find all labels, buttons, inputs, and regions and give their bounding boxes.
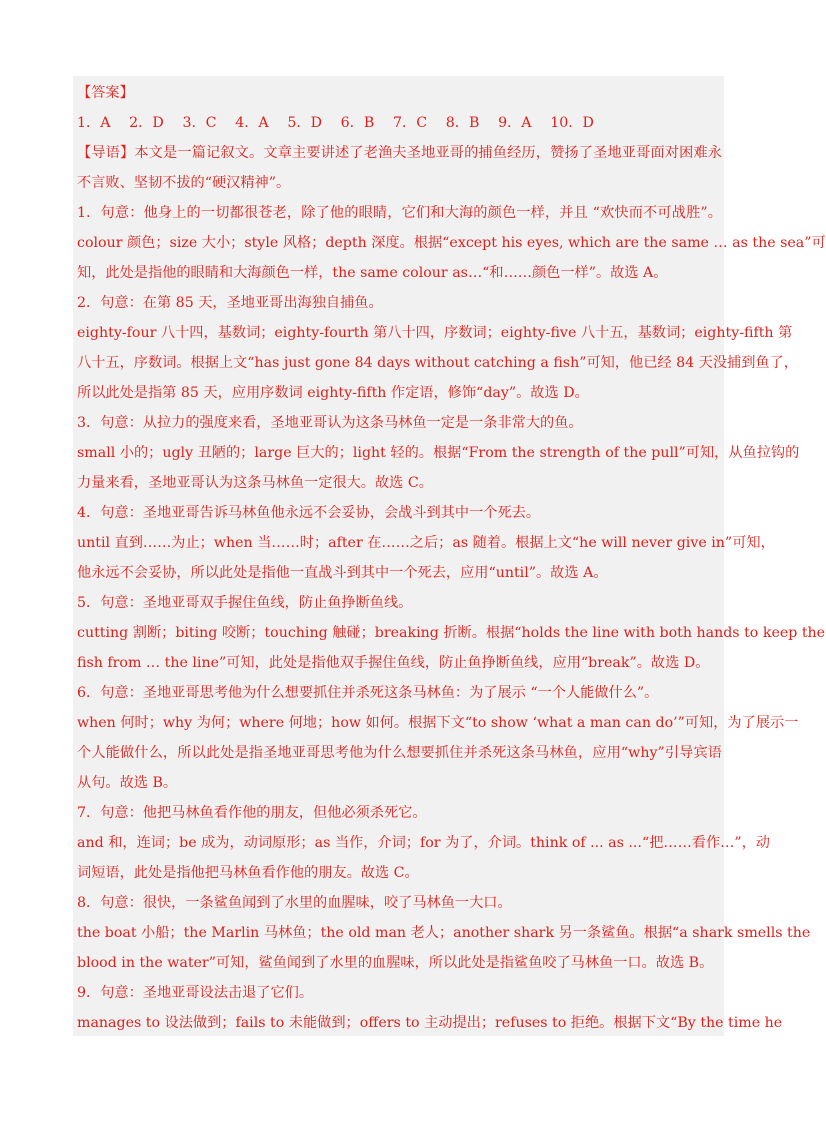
text-line: 所以此处是指第 85 天，应用序数词 eighty-fifth 作定语，修饰“day”。故选 D。: [77, 385, 589, 401]
text-line: 1．句意：他身上的一切都很苍老，除了他的眼睛，它们和大海的颜色一样，并且 “欢快而不可战胜”。: [77, 205, 722, 221]
answer-heading: 【答案】: [77, 85, 134, 101]
text-line: until 直到……为止；when 当……时；after 在……之后；as 随着。根据上文“he will never give in”可知，: [77, 535, 775, 551]
text-line: fish from … the line”可知，此处是指他双手握住鱼线，防止鱼挣断鱼线，应用“break”。故选 D。: [77, 655, 710, 671]
text-line: 词短语，此处是指他把马林鱼看作他的朋友。故选 C。: [77, 865, 419, 881]
text-line: 八十五，序数词。根据上文“has just gone 84 days without catching a fish”可知，他已经 84 天没捕到鱼了，: [77, 355, 798, 371]
text-line: 力量来看，圣地亚哥认为这条马林鱼一定很大。故选 C。: [77, 475, 433, 491]
text-line: colour 颜色；size 大小；style 风格；depth 深度。根据“except his eyes, which are the same … as the sea”可: [77, 235, 826, 251]
text-line: cutting 割断；biting 咬断；touching 触碰；breaking 折断。根据“holds the line with both hands to keep the: [77, 625, 826, 641]
text-line: 3．句意：从拉力的强度来看，圣地亚哥认为这条马林鱼一定是一条非常大的鱼。: [77, 415, 583, 431]
text-line: blood in the water”可知，鲨鱼闻到了水里的血腥味，所以此处是指鲨鱼咬了马林鱼一口。故选 B。: [77, 955, 714, 971]
text-line: 5．句意：圣地亚哥双手握住鱼线，防止鱼挣断鱼线。: [77, 595, 413, 611]
text-line: 知，此处是指他的眼睛和大海颜色一样，the same colour as…“和……颜色一样”。故选 A。: [77, 265, 668, 281]
text-line: 个人能做什么，所以此处是指圣地亚哥思考他为什么想要抓住并杀死这条马林鱼，应用“why”引导宾语: [77, 745, 722, 761]
text-line: 8．句意：很快，一条鲨鱼闻到了水里的血腥味，咬了马林鱼一大口。: [77, 895, 512, 911]
text-line: the boat 小船；the Marlin 马林鱼；the old man 老人；another shark 另一条鲨鱼。根据“a shark smells the: [77, 925, 811, 941]
answer-document: [73, 76, 826, 1036]
text-line: 1．A 2．D 3．C 4．A 5．D 6．B 7．C 8．B 9．A 10．D: [77, 115, 594, 131]
text-line: eighty-four 八十四，基数词；eighty-fourth 第八十四，序数词；eighty-five 八十五，基数词；eighty-fifth 第: [77, 325, 793, 341]
text-line: 9．句意：圣地亚哥设法击退了它们。: [77, 985, 314, 1001]
text-line: manages to 设法做到；fails to 未能做到；offers to 主动提出；refuses to 拒绝。根据下文“By the time he: [77, 1015, 783, 1031]
text-line: 【导语】本文是一篇记叙文。文章主要讲述了老渔夫圣地亚哥的捕鱼经历，赞扬了圣地亚哥面对困难永: [77, 145, 722, 161]
text-line: and 和，连词；be 成为，动词原形；as 当作，介词；for 为了，介词。think of ... as ...“把……看作…”，动: [77, 835, 770, 851]
text-line: 4．句意：圣地亚哥告诉马林鱼他永远不会妥协，会战斗到其中一个死去。: [77, 505, 541, 521]
text-line: 从句。故选 B。: [77, 775, 178, 791]
text-line: 他永远不会妥协，所以此处是指他一直战斗到其中一个死去，应用“until”。故选 A。: [77, 565, 608, 581]
text-line: 2．句意：在第 85 天，圣地亚哥出海独自捕鱼。: [77, 295, 383, 311]
text-line: 7．句意：他把马林鱼看作他的朋友，但他必须杀死它。: [77, 805, 427, 821]
answer-text: [77, 78, 826, 1038]
text-line: 不言败、坚韧不拔的“硬汉精神”。: [77, 175, 291, 191]
text-line: 6．句意：圣地亚哥思考他为什么想要抓住并杀死这条马林鱼：为了展示 “一个人能做什么”。: [77, 685, 659, 701]
text-line: when 何时；why 为何；where 何地；how 如何。根据下文“to show ‘what a man can do’”可知，为了展示一: [77, 715, 799, 731]
text-line: small 小的；ugly 丑陋的；large 巨大的；light 轻的。根据“From the strength of the pull”可知，从鱼拉钩的: [77, 445, 800, 461]
